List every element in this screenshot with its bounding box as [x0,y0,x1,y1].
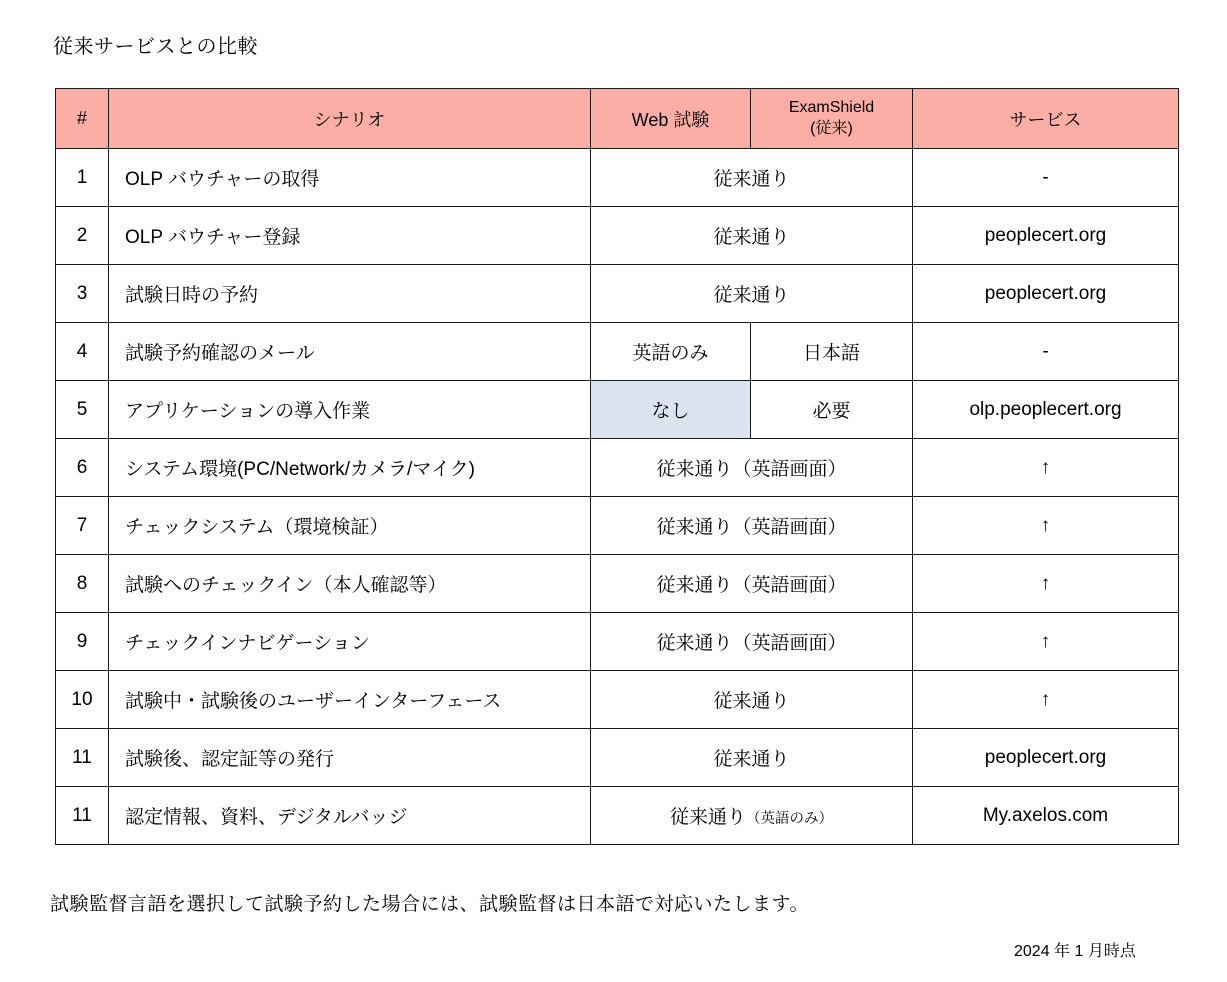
cell-web-exam-merged: 従来通り（英語画面） [591,439,913,497]
cell-service: ↑ [913,497,1179,555]
cell-service: ↑ [913,555,1179,613]
cell-examshield: 必要 [751,381,913,439]
header-scenario: シナリオ [109,89,591,149]
table-row [56,149,1179,207]
cell-num: 3 [56,265,109,323]
header-examshield-line2: (従来) [810,119,853,137]
cell-service: peoplecert.org [913,207,1179,265]
cell-web-exam-merged: 従来通り [591,149,913,207]
header-num: # [56,89,109,149]
table-row [56,439,1179,497]
cell-scenario: アプリケーションの導入作業 [109,381,591,439]
cell-scenario: 試験中・試験後のユーザーインターフェース [109,671,591,729]
cell-scenario: 試験日時の予約 [109,265,591,323]
cell-num: 9 [56,613,109,671]
table-row [56,613,1179,671]
cell-scenario: 認定情報、資料、デジタルバッジ [109,787,591,845]
header-examshield-line1: ExamShield [788,98,875,116]
table-row [56,323,1179,381]
date-note: 2024 年 1 月時点 [1014,943,1136,960]
cell-scenario: 試験後、認定証等の発行 [109,729,591,787]
cell-web-exam-merged [591,787,913,845]
cell-scenario: チェックシステム（環境検証） [109,497,591,555]
cell-scenario: 試験へのチェックイン（本人確認等） [109,555,591,613]
cell-web-exam-merged: 従来通り [591,207,913,265]
table-row [56,207,1179,265]
cell-num: 5 [56,381,109,439]
cell-service: - [913,323,1179,381]
cell-scenario: システム環境(PC/Network/カメラ/マイク) [109,439,591,497]
cell-num: 1 [56,149,109,207]
header-web-exam: Web 試験 [591,89,751,149]
cell-num: 2 [56,207,109,265]
cell-service: - [913,149,1179,207]
cell-web-exam-merged: 従来通り [591,671,913,729]
cell-web-exam-merged: 従来通り（英語画面） [591,613,913,671]
cell-scenario: チェックインナビゲーション [109,613,591,671]
table-row [56,787,1179,845]
cell-web-exam-main: 従来通り [669,807,746,828]
cell-web-exam-merged: 従来通り（英語画面） [591,497,913,555]
cell-web-exam-merged: 従来通り [591,729,913,787]
cell-web-exam-highlighted: なし [591,381,751,439]
table-row [56,381,1179,439]
cell-scenario: OLP バウチャーの取得 [109,149,591,207]
cell-num: 6 [56,439,109,497]
cell-num: 8 [56,555,109,613]
table-row [56,729,1179,787]
footnote: 試験監督言語を選択して試験予約した場合には、試験監督は日本語で対応いたします。 [50,894,809,915]
cell-web-exam-merged: 従来通り [591,265,913,323]
cell-service: peoplecert.org [913,729,1179,787]
cell-scenario: OLP バウチャー登録 [109,207,591,265]
cell-num: 10 [56,671,109,729]
cell-service: olp.peoplecert.org [913,381,1179,439]
cell-service: My.axelos.com [913,787,1179,845]
cell-service: ↑ [913,613,1179,671]
cell-num: 11 [56,787,109,845]
cell-service: ↑ [913,671,1179,729]
header-examshield [751,89,913,149]
cell-scenario: 試験予約確認のメール [109,323,591,381]
comparison-table [55,88,1179,845]
header-row [56,89,1179,149]
cell-web-exam: 英語のみ [591,323,751,381]
table-row [56,497,1179,555]
table-row [56,671,1179,729]
table-row [56,555,1179,613]
cell-service: peoplecert.org [913,265,1179,323]
header-service: サービス [913,89,1179,149]
cell-num: 4 [56,323,109,381]
table-row [56,265,1179,323]
page-title: 従来サービスとの比較 [53,36,258,58]
cell-web-exam-merged: 従来通り（英語画面） [591,555,913,613]
cell-num: 11 [56,729,109,787]
cell-examshield: 日本語 [751,323,913,381]
cell-num: 7 [56,497,109,555]
cell-service: ↑ [913,439,1179,497]
cell-web-exam-note: （英語のみ） [746,811,833,827]
